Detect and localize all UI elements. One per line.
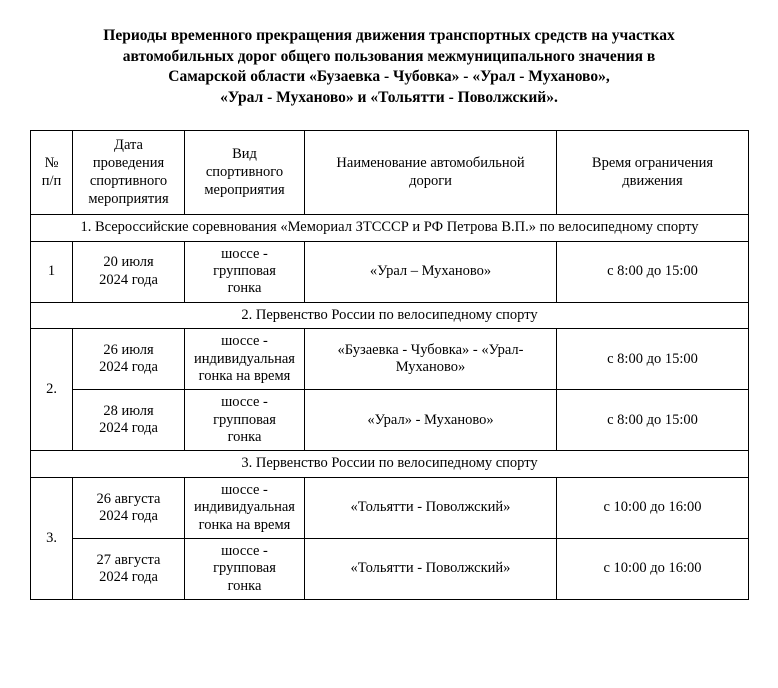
row-date-line1: 28 июля [103, 403, 154, 419]
row-date-line1: 20 июля [103, 254, 154, 271]
row-kind-line1: шоссе - [221, 394, 268, 411]
column-header-number-line1: № [44, 155, 59, 172]
table-row [31, 477, 749, 538]
row-kind-line1: шоссе - [221, 245, 268, 262]
row-kind [185, 241, 305, 302]
row-time: с 8:00 до 15:00 [557, 390, 749, 451]
column-header-kind-line3: мероприятия [204, 181, 285, 198]
row-kind [185, 477, 305, 538]
row-kind-line3: гонка [227, 280, 262, 297]
page-title [36, 26, 742, 108]
row-number: 3. [31, 477, 73, 599]
row-road [305, 329, 557, 390]
row-date-line1: 26 августа [96, 490, 161, 507]
title-line-2: автомобильных дорог общего пользования межмуниципального значения в [122, 47, 656, 65]
row-kind-line2: групповая [213, 262, 276, 279]
row-kind-line2: индивидуальная [194, 499, 295, 516]
column-header-road-line1: Наименование автомобильной [336, 155, 525, 172]
row-road-line1: «Тольятти - Поволжский» [350, 499, 511, 516]
row-time: с 8:00 до 15:00 [557, 329, 749, 390]
row-number: 2. [31, 329, 73, 451]
row-date [73, 329, 185, 390]
title-line-3: Самарской области «Бузаевка - Чубовка» - «Урал - Муханово», [168, 68, 610, 86]
row-date [73, 390, 185, 451]
title-line-4: «Урал - Муханово» и «Тольятти - Поволжский». [220, 88, 558, 106]
table-row [31, 329, 749, 390]
table-row [31, 241, 749, 302]
row-kind-line1: шоссе - [221, 543, 268, 560]
row-road-line1: «Урал – Муханово» [369, 262, 492, 279]
row-kind-line3: гонка на время [198, 516, 291, 533]
row-kind-line2: индивидуальная [194, 350, 295, 367]
row-road [305, 390, 557, 451]
row-date-line2: 2024 года [99, 420, 158, 437]
row-date-line2: 2024 года [99, 271, 158, 288]
row-road [305, 241, 557, 302]
column-header-number-line2: п/п [41, 172, 62, 189]
column-header-date-line4: мероприятия [88, 190, 169, 207]
column-header-date [73, 131, 185, 215]
row-time: с 8:00 до 15:00 [557, 241, 749, 302]
row-kind-line3: гонка [227, 429, 262, 446]
column-header-kind-line1: Вид [232, 146, 257, 163]
section-title: 1. Всероссийские соревнования «Мемориал ЗТСССР и РФ Петрова В.П.» по велосипедному спорту [31, 215, 749, 241]
table-header [31, 131, 749, 215]
row-kind-line3: гонка [227, 577, 262, 594]
column-header-kind-line2: спортивного [205, 163, 284, 180]
column-header-date-line3: спортивного [89, 172, 168, 189]
restrictions-table [30, 130, 749, 600]
column-header-time [557, 131, 749, 215]
row-date-line2: 2024 года [99, 359, 158, 376]
column-header-number [31, 131, 73, 215]
column-header-date-line1: Дата [114, 137, 143, 154]
column-header-kind [185, 131, 305, 215]
row-time: с 10:00 до 16:00 [557, 477, 749, 538]
column-header-road [305, 131, 557, 215]
row-time: с 10:00 до 16:00 [557, 539, 749, 600]
row-kind-line1: шоссе - [221, 481, 268, 498]
table-row [31, 390, 749, 451]
row-road-line2: Муханово» [395, 359, 466, 376]
row-kind [185, 329, 305, 390]
row-kind-line3: гонка на время [198, 367, 291, 384]
row-road-line1: «Тольятти - Поволжский» [350, 560, 511, 577]
section-title-row [31, 215, 749, 241]
section-title-row [31, 302, 749, 328]
section-title: 2. Первенство России по велосипедному спорту [31, 302, 749, 328]
row-date-line1: 27 августа [96, 551, 161, 568]
title-line-1: Периоды временного прекращения движения транспортных средств на участках [103, 27, 675, 44]
row-kind [185, 539, 305, 600]
row-number: 1 [31, 241, 73, 302]
row-kind-line1: шоссе - [221, 333, 268, 350]
row-date [73, 241, 185, 302]
row-date [73, 477, 185, 538]
column-header-time-line2: движения [622, 172, 683, 189]
row-date-line1: 26 июля [103, 341, 154, 358]
row-kind-line2: групповая [213, 411, 276, 428]
column-header-time-line1: Время ограничения [591, 155, 714, 172]
row-road-line1: «Бузаевка - Чубовка» - «Урал- [337, 341, 524, 358]
row-road [305, 539, 557, 600]
table-row [31, 539, 749, 600]
row-date-line2: 2024 года [99, 569, 158, 586]
table-body [31, 215, 749, 600]
row-road-line1: «Урал» - Муханово» [367, 411, 494, 428]
row-road [305, 477, 557, 538]
row-date [73, 539, 185, 600]
row-date-line2: 2024 года [99, 507, 158, 524]
section-title: 3. Первенство России по велосипедному спорту [31, 451, 749, 477]
column-header-road-line2: дороги [409, 172, 452, 189]
row-kind [185, 390, 305, 451]
column-header-date-line2: проведения [92, 155, 165, 172]
section-title-row [31, 451, 749, 477]
table-header-row [31, 131, 749, 215]
row-kind-line2: групповая [213, 560, 276, 577]
